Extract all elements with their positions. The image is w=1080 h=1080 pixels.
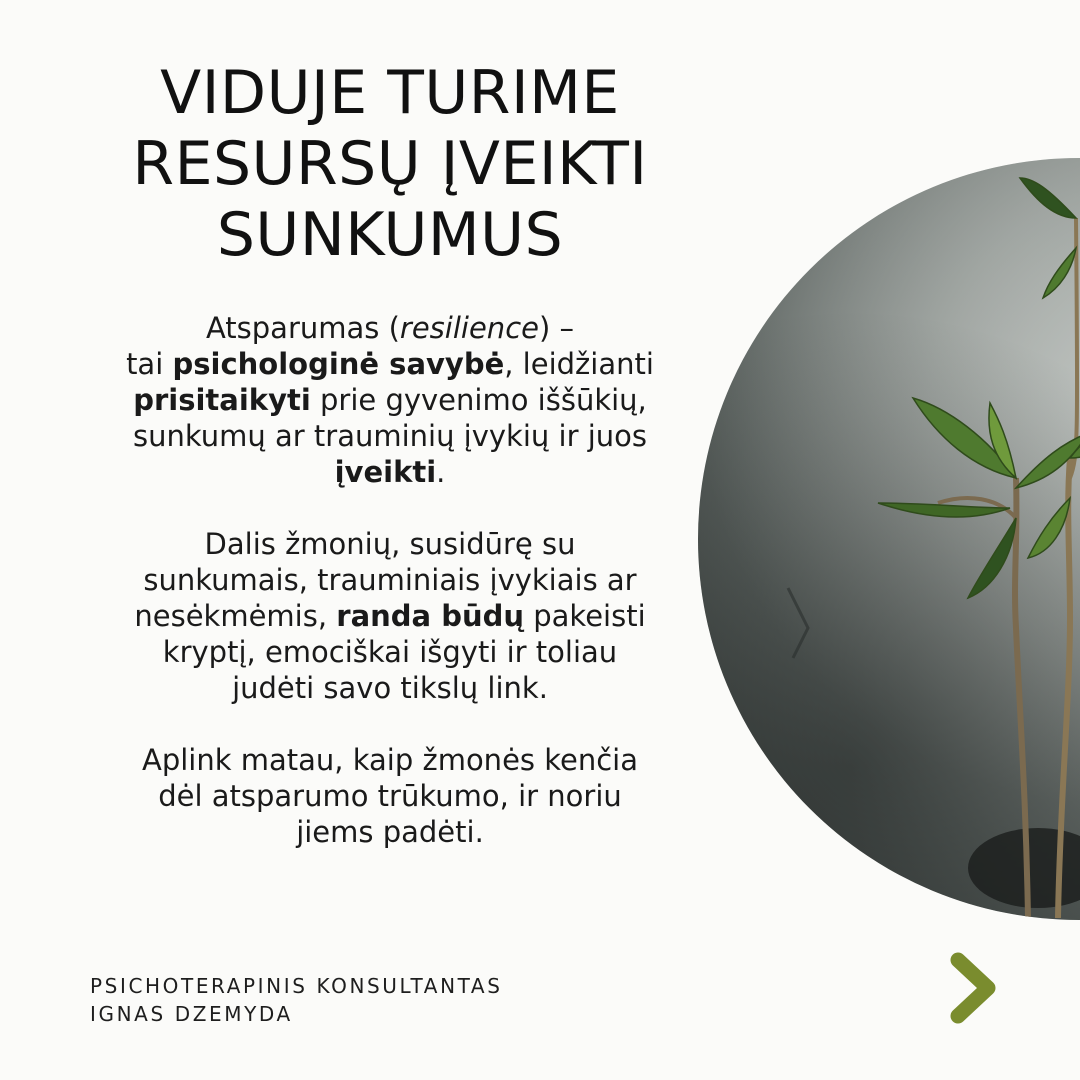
paragraph-2: Dalis žmonių, susidūrę su sunkumais, trauminiais įvykiais ar nesėkmėmis, randa būdų pakeisti kryptį, emociškai išgyti ir toliau judėti savo tikslų link. (134, 527, 646, 705)
plant-illustration (698, 158, 1080, 920)
author-name: IGNAS DZEMYDA (90, 1002, 293, 1026)
chevron-right-shape (944, 950, 1004, 1026)
plant-photo (698, 158, 1080, 920)
title-line-1: VIDUJE TURIME (160, 58, 620, 128)
paragraph-3: Aplink matau, kaip žmonės kenčia dėl atsparumo trūkumo, ir noriu jiems padėti. (142, 743, 638, 849)
page-title (60, 58, 720, 271)
chevron-right-icon[interactable] (944, 950, 1004, 1026)
paragraph-1: Atsparumas (resilience) – tai psichologinė savybė, leidžianti prisitaikyti prie gyvenimo iššūkių, sunkumų ar trauminių įvykių ir juos įveikti. (126, 311, 654, 489)
title-line-2: RESURSŲ ĮVEIKTI (132, 129, 648, 199)
author-role: PSICHOTERAPINIS KONSULTANTAS (90, 974, 503, 998)
title-line-3: SUNKUMUS (216, 200, 564, 270)
body-text (80, 310, 700, 850)
author-signature (90, 972, 503, 1028)
